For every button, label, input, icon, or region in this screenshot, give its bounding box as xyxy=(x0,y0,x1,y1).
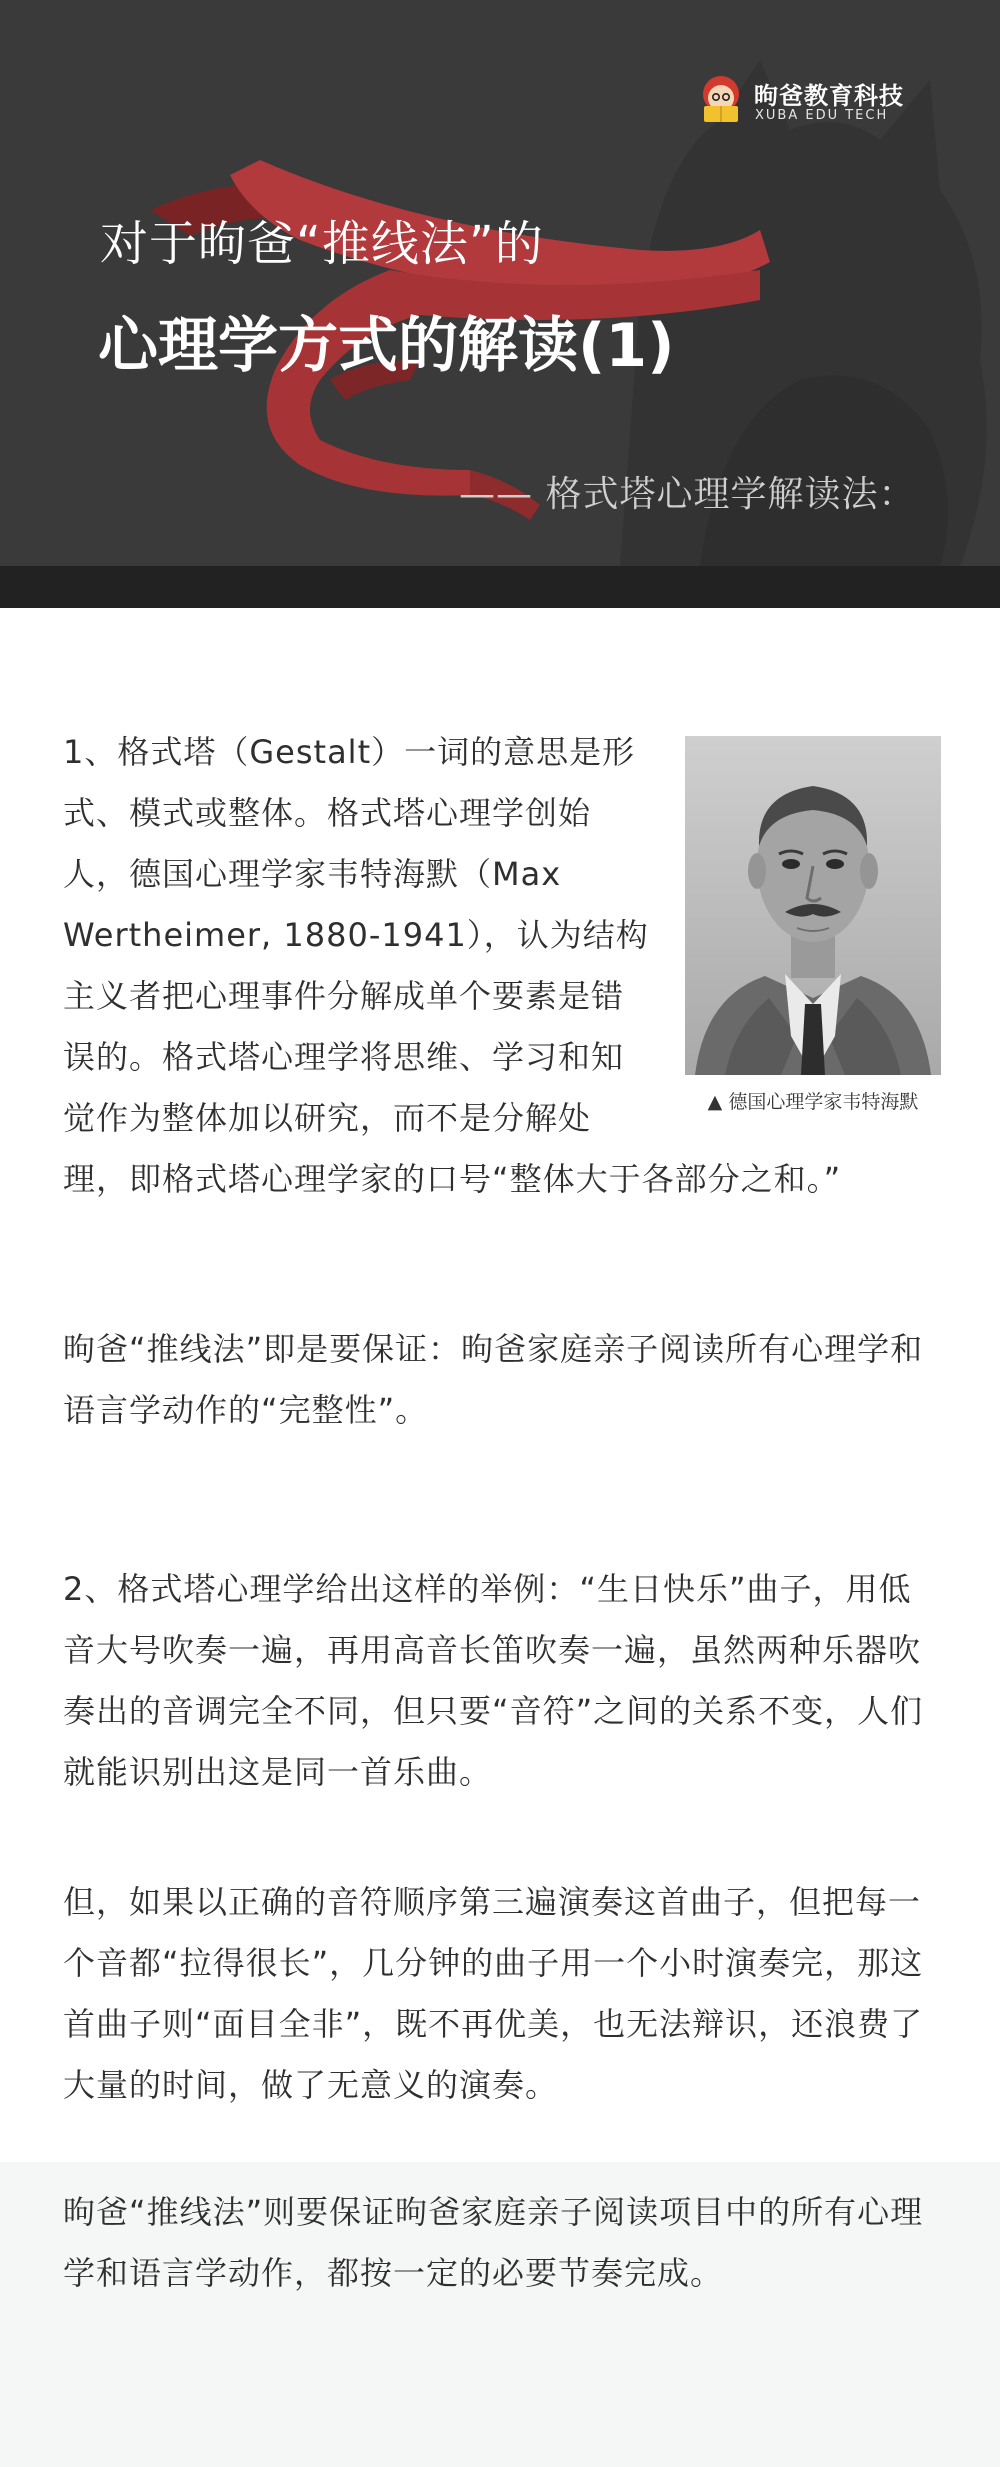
paragraph-2: 昫爸“推线法”即是要保证：昫爸家庭亲子阅读所有心理学和语言学动作的“完整性”。 xyxy=(63,1330,924,1429)
photo-figure xyxy=(685,736,941,1131)
paragraph-4: 但，如果以正确的音符顺序第三遍演奏这首曲子，但把每一个音都“拉得很长”，几分钟的曲子用一个小时演奏完，那这首曲子则“面目全非”，既不再优美，也无法辩识，还浪费了大量的时间，做了无意义的演奏。 xyxy=(63,1883,924,2104)
brand-logo xyxy=(694,70,914,130)
photo-caption: ▲ 德国心理学家韦特海默 xyxy=(707,1091,919,1113)
paragraph-3: 2、格式塔心理学给出这样的举例：“生日快乐”曲子，用低音大号吹奏一遍，再用高音长笛吹奏一遍，虽然两种乐器吹奏出的音调完全不同，但只要“音符”之间的关系不变，人们就能识别出这是同一首乐曲。 xyxy=(63,1570,924,1791)
banner-bottom-strip xyxy=(0,566,1000,608)
paragraph-1-text: 1、格式塔（Gestalt）一词的意思是形式、模式或整体。格式塔心理学创始人，德国心理学家韦特海默（Max Wertheimer, 1880-1941），认为结构主义者把心理事件分解成单个要素是错误的。格式塔心理学将思维、学习和知觉作为整体加以研究，而不是分解处理，即格式塔心理学家的口号“整体大于各部分之和。” xyxy=(63,733,842,1198)
page-title-line1: 对于昫爸“推线法”的 xyxy=(100,216,544,272)
paragraph-1 xyxy=(63,722,941,1210)
brand-name-cn: 昫爸教育科技 xyxy=(754,82,904,110)
page-title-line2: 心理学方式的解读(1) xyxy=(98,311,675,381)
portrait-illustration xyxy=(685,736,941,1075)
brand-name-en: XUBA EDU TECH xyxy=(755,108,889,123)
portrait-photo xyxy=(685,736,941,1075)
paragraph-5: 昫爸“推线法”则要保证昫爸家庭亲子阅读项目中的所有心理学和语言学动作，都按一定的必要节奏完成。 xyxy=(63,2193,924,2292)
logo-mark-icon xyxy=(694,72,748,126)
page-subtitle: —— 格式塔心理学解读法： xyxy=(459,474,916,515)
header-banner xyxy=(0,0,1000,608)
